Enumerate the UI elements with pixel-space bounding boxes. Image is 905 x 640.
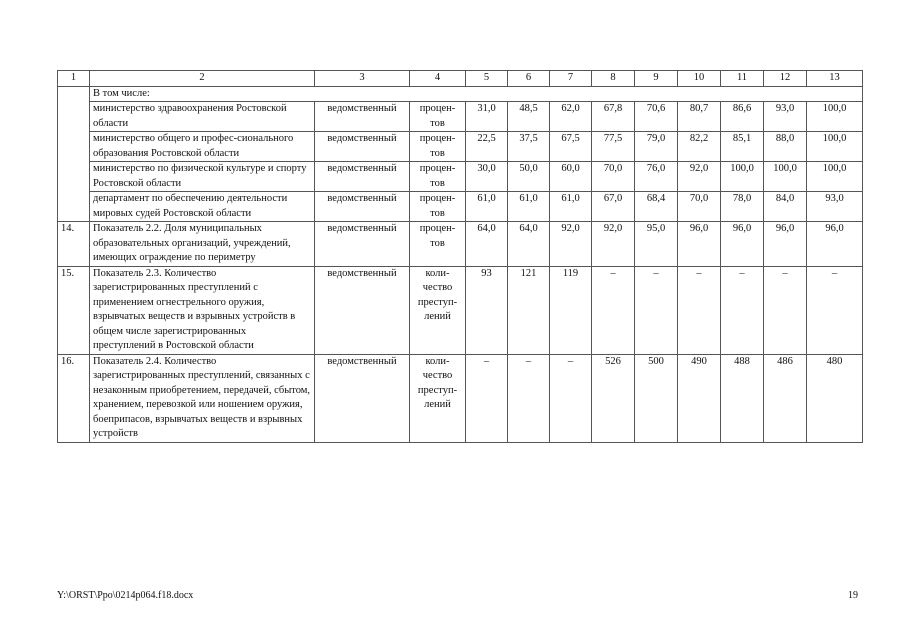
- unit-of-measure: процен-тов: [410, 102, 466, 132]
- value-cell: 78,0: [721, 192, 764, 222]
- indicator-name: департамент по обеспечению деятельности мировых судей Ростовской области: [90, 192, 315, 222]
- indicator-name: министерство здравоохранения Ростовской области: [90, 102, 315, 132]
- value-cell: 500: [635, 354, 678, 442]
- value-cell: 30,0: [466, 162, 508, 192]
- value-cell: 67,8: [592, 102, 635, 132]
- value-cell: 37,5: [508, 132, 550, 162]
- column-header: 1: [58, 71, 90, 87]
- value-cell: 84,0: [764, 192, 807, 222]
- value-cell: 100,0: [807, 162, 863, 192]
- value-cell: 486: [764, 354, 807, 442]
- value-cell: 93,0: [764, 102, 807, 132]
- value-cell: 92,0: [592, 222, 635, 267]
- value-cell: 96,0: [678, 222, 721, 267]
- column-header: 12: [764, 71, 807, 87]
- value-cell: 119: [550, 266, 592, 354]
- value-cell: 86,6: [721, 102, 764, 132]
- indicator-name: Показатель 2.3. Количество зарегистрированных преступлений с применением огнестрельного оружия, взрывчатых веществ и взрывных устройств в общем числе зарегистрированных преступлений в Ростовской области: [90, 266, 315, 354]
- column-header: 13: [807, 71, 863, 87]
- value-cell: 64,0: [466, 222, 508, 267]
- indicator-name: министерство общего и профес-сионального образования Ростовской области: [90, 132, 315, 162]
- row-number: 15.: [58, 266, 90, 354]
- value-cell: 50,0: [508, 162, 550, 192]
- value-cell: 96,0: [721, 222, 764, 267]
- value-cell: –: [721, 266, 764, 354]
- column-header: 11: [721, 71, 764, 87]
- value-cell: –: [592, 266, 635, 354]
- value-cell: –: [764, 266, 807, 354]
- column-header: 9: [635, 71, 678, 87]
- indicator-table: [57, 70, 863, 443]
- value-cell: 70,6: [635, 102, 678, 132]
- value-cell: 96,0: [807, 222, 863, 267]
- subheading-row: [58, 86, 863, 102]
- value-cell: 95,0: [635, 222, 678, 267]
- value-cell: 76,0: [635, 162, 678, 192]
- page-number: 19: [848, 590, 858, 601]
- value-cell: –: [635, 266, 678, 354]
- value-cell: 67,5: [550, 132, 592, 162]
- value-cell: 70,0: [678, 192, 721, 222]
- unit-of-measure: процен-тов: [410, 192, 466, 222]
- value-cell: 92,0: [550, 222, 592, 267]
- unit-of-measure: процен-тов: [410, 222, 466, 267]
- data-source: ведомственный: [315, 354, 410, 442]
- value-cell: 79,0: [635, 132, 678, 162]
- value-cell: 100,0: [807, 132, 863, 162]
- data-source: ведомственный: [315, 266, 410, 354]
- value-cell: 61,0: [508, 192, 550, 222]
- value-cell: 31,0: [466, 102, 508, 132]
- value-cell: 100,0: [764, 162, 807, 192]
- indicator-name: Показатель 2.4. Количество зарегистрированных преступлений, связанных с незаконным приобретением, передачей, сбытом, хранением, перевозкой или ношением оружия, боеприпасов, взрывчатых веществ и взрывных устройств: [90, 354, 315, 442]
- table-row: [58, 354, 863, 442]
- value-cell: 88,0: [764, 132, 807, 162]
- row-number: 16.: [58, 354, 90, 442]
- value-cell: 100,0: [807, 102, 863, 132]
- column-header: 2: [90, 71, 315, 87]
- value-cell: 490: [678, 354, 721, 442]
- value-cell: 100,0: [721, 162, 764, 192]
- column-header: 3: [315, 71, 410, 87]
- row-number: 14.: [58, 222, 90, 267]
- value-cell: 61,0: [466, 192, 508, 222]
- subheading-text: В том числе:: [90, 86, 863, 102]
- value-cell: –: [550, 354, 592, 442]
- value-cell: 93,0: [807, 192, 863, 222]
- value-cell: 82,2: [678, 132, 721, 162]
- data-source: ведомственный: [315, 192, 410, 222]
- value-cell: 121: [508, 266, 550, 354]
- data-source: ведомственный: [315, 222, 410, 267]
- row-number-cell: [58, 86, 90, 222]
- table-row: [58, 102, 863, 132]
- value-cell: –: [508, 354, 550, 442]
- value-cell: 526: [592, 354, 635, 442]
- footer-file-path: Y:\ORST\Ppo\0214p064.f18.docx: [57, 590, 194, 601]
- value-cell: 80,7: [678, 102, 721, 132]
- unit-of-measure: коли-чество преступ-лений: [410, 354, 466, 442]
- column-header: 7: [550, 71, 592, 87]
- table-row: [58, 222, 863, 267]
- value-cell: 67,0: [592, 192, 635, 222]
- table-row: [58, 266, 863, 354]
- column-header: 4: [410, 71, 466, 87]
- value-cell: –: [807, 266, 863, 354]
- table-header-row: [58, 71, 863, 87]
- value-cell: 70,0: [592, 162, 635, 192]
- table-row: [58, 132, 863, 162]
- indicator-name: министерство по физической культуре и спорту Ростовской области: [90, 162, 315, 192]
- unit-of-measure: процен-тов: [410, 162, 466, 192]
- value-cell: 93: [466, 266, 508, 354]
- value-cell: 64,0: [508, 222, 550, 267]
- data-source: ведомственный: [315, 132, 410, 162]
- value-cell: 77,5: [592, 132, 635, 162]
- value-cell: 96,0: [764, 222, 807, 267]
- value-cell: 488: [721, 354, 764, 442]
- value-cell: –: [466, 354, 508, 442]
- value-cell: –: [678, 266, 721, 354]
- column-header: 10: [678, 71, 721, 87]
- column-header: 8: [592, 71, 635, 87]
- unit-of-measure: коли-чество преступ-лений: [410, 266, 466, 354]
- value-cell: 61,0: [550, 192, 592, 222]
- value-cell: 48,5: [508, 102, 550, 132]
- unit-of-measure: процен-тов: [410, 132, 466, 162]
- column-header: 6: [508, 71, 550, 87]
- value-cell: 60,0: [550, 162, 592, 192]
- table-row: [58, 162, 863, 192]
- column-header: 5: [466, 71, 508, 87]
- table-row: [58, 192, 863, 222]
- value-cell: 62,0: [550, 102, 592, 132]
- data-source: ведомственный: [315, 162, 410, 192]
- value-cell: 68,4: [635, 192, 678, 222]
- value-cell: 480: [807, 354, 863, 442]
- value-cell: 22,5: [466, 132, 508, 162]
- value-cell: 92,0: [678, 162, 721, 192]
- value-cell: 85,1: [721, 132, 764, 162]
- data-source: ведомственный: [315, 102, 410, 132]
- indicator-name: Показатель 2.2. Доля муниципальных образовательных организаций, учреждений, имеющих ограждение по периметру: [90, 222, 315, 267]
